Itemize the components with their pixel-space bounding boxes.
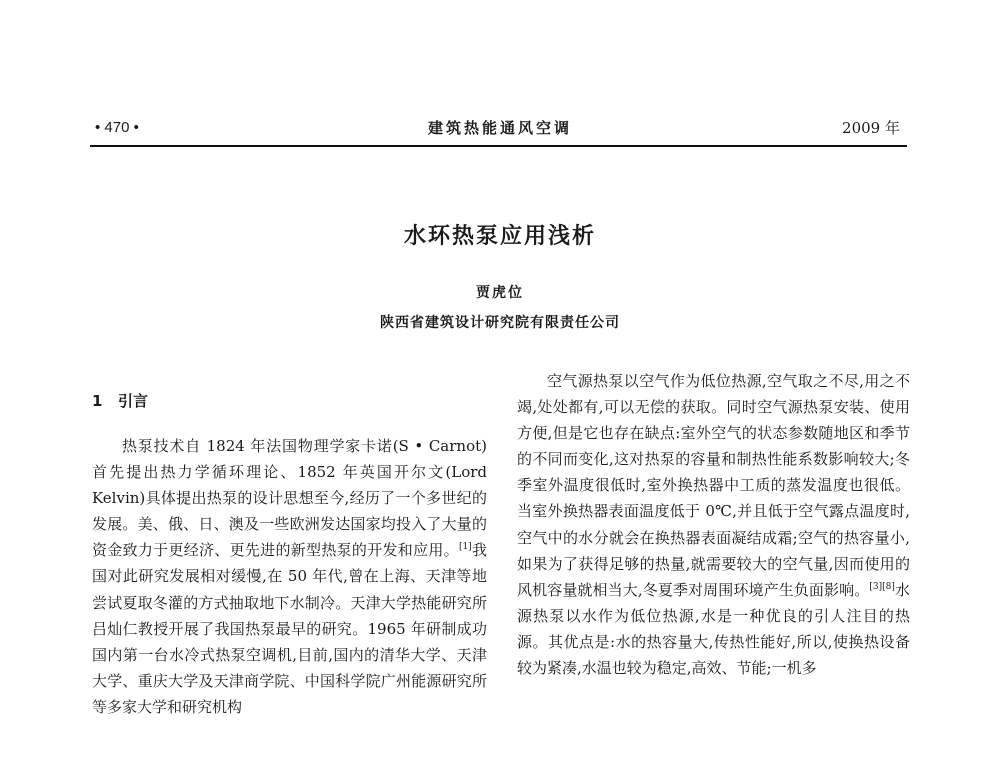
left-column: [92, 433, 487, 720]
section-title: 引言: [118, 392, 149, 410]
paragraph-text: 热泵技术自 1824 年法国物理学家卡诺(S • Carnot)首先提出热力学循环理论、1852 年英国开尔文(Lord Kelvin)具体提出热泵的设计思想至今,经历了一个多世纪的发展。美、俄、日、澳及一些欧洲发达国家均投入了大量的资金致力于更经济、更先进的新型热泵的开发和应用。: [92, 437, 487, 560]
author-name: 贾虎位: [476, 285, 524, 301]
author-affiliation: 陕西省建筑设计研究院有限责任公司: [380, 315, 620, 331]
section-number: 1: [92, 392, 103, 410]
publication-year: 2009 年: [842, 119, 900, 137]
section-heading: [92, 389, 148, 413]
paragraph-text: 空气源热泵以空气作为低位热源,空气取之不尽,用之不竭,处处都有,可以无偿的获取。同时空气源热泵安装、使用方便,但是它也存在缺点:室外空气的状态参数随地区和季节的不同而变化,这对热泵的容量和制热性能系数影响较大;冬季室外温度很低时,室外换热器中工质的蒸发温度也很低。当室外换热器表面温度低于 0℃,并且低于空气露点温度时,空气中的水分就会在换热器表面凝结成霜;空气的热容量小,如果为了获得足够的热量,就需要较大的空气量,因而使用的风机容量就相当大,冬夏季对周围环境产生负面影响。: [517, 372, 910, 599]
paragraph-text: 水源热泵以水作为低位热源,水是一种优良的引人注目的热源。其优点是:水的热容量大,传热性能好,所以,使换热设备较为紧凑,水温也较为稳定,高效、节能;一机多: [517, 580, 910, 678]
header-rule: [90, 145, 907, 147]
citation-ref: [3][8]: [869, 581, 895, 592]
right-column: [517, 368, 910, 681]
paragraph-text: 我国对此研究发展相对缓慢,在 50 年代,曾在上海、天津等地尝试夏取冬灌的方式抽取地下水制冷。天津大学热能研究所吕灿仁教授开展了我国热泵最早的研究。1965 年研制成功国内第一台水冷式热泵空调机,目前,国内的清华大学、天津大学、重庆大学及天津商学院、中国科学院广州能源研究所等多家大学和研究机构: [92, 541, 487, 716]
page-number: • 470 •: [95, 119, 139, 136]
article-title: 水环热泵应用浅析: [403, 224, 596, 249]
citation-ref: [1]: [458, 542, 472, 553]
journal-name: 建筑热能通风空调: [427, 119, 572, 137]
paragraph: [92, 433, 487, 720]
paragraph: [517, 368, 910, 681]
